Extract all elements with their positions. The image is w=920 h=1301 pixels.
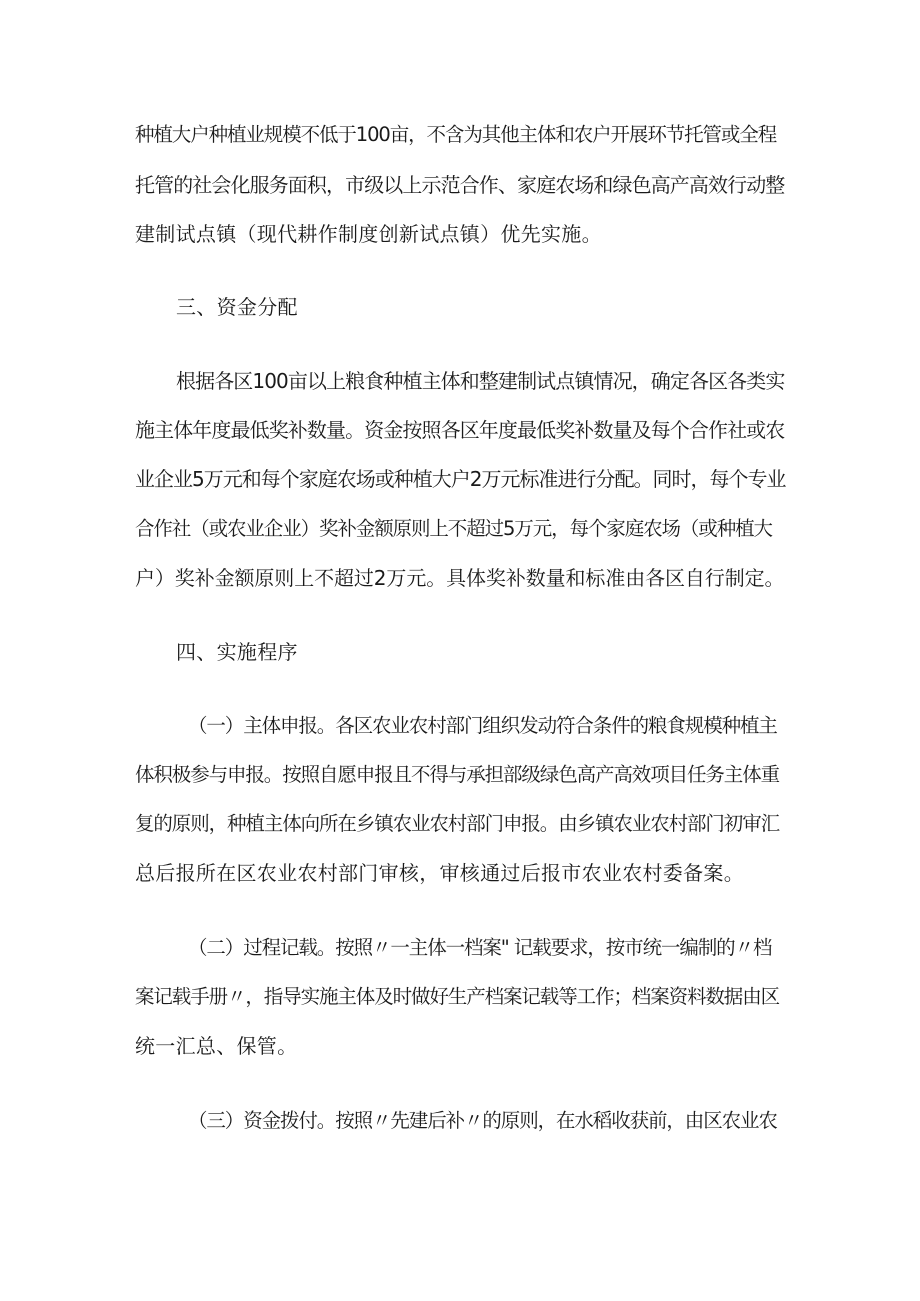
body-line: 体积极参与申报。按照自愿申报且不得与承担部级绿色高产高效项目任务主体重	[135, 763, 780, 786]
body-line: 建制试点镇（现代耕作制度创新试点镇）优先实施。	[135, 222, 602, 246]
body-line: （三）资金拨付。按照〃先建后补〃的原则，在水稻收获前，由区农业农	[188, 1109, 777, 1132]
body-line: 复的原则，种植主体向所在乡镇农业农村部门申报。由乡镇农业农村部门初审汇	[135, 812, 780, 835]
body-line: 合作社（或农业企业）奖补金额原则上不超过5万元，每个家庭农场（或种植大	[135, 517, 772, 540]
body-line: 户）奖补金额原则上不超过2万元。具体奖补数量和标准由各区自行制定。	[135, 566, 785, 590]
body-line: 种植大户种植业规模不低于100亩，不含为其他主体和农户开展环节托管或全程	[135, 123, 777, 146]
body-line: 案记载手册〃，指导实施主体及时做好生产档案记载等工作；档案资料数据由区	[135, 985, 780, 1008]
body-line: 托管的社会化服务面积，市级以上示范合作、家庭农场和绿色高产高效行动整	[135, 173, 785, 197]
body-line: 根据各区100亩以上粮食种植主体和整建制试点镇情况，确定各区各类实	[176, 369, 785, 393]
body-line: 施主体年度最低奖补数量。资金按照各区年度最低奖补数量及每个合作社或农	[135, 418, 785, 442]
body-line: （二）过程记载。按照〃一主体一档案" 记载要求，按市统一编制的〃档	[188, 936, 772, 959]
section-heading: 三、资金分配	[176, 295, 298, 319]
body-line: （一）主体申报。各区农业农村部门组织发动符合条件的粮食规模种植主	[188, 714, 777, 737]
section-heading: 四、实施程序	[176, 640, 298, 664]
body-line: 总后报所在区农业农村部门审核，审核通过后报市农业农村委备案。	[135, 861, 744, 885]
body-line: 业企业5万元和每个家庭农场或种植大户2万元标准进行分配。同时，每个专业	[135, 467, 786, 491]
body-line: 统一汇总、保管。	[135, 1034, 298, 1058]
